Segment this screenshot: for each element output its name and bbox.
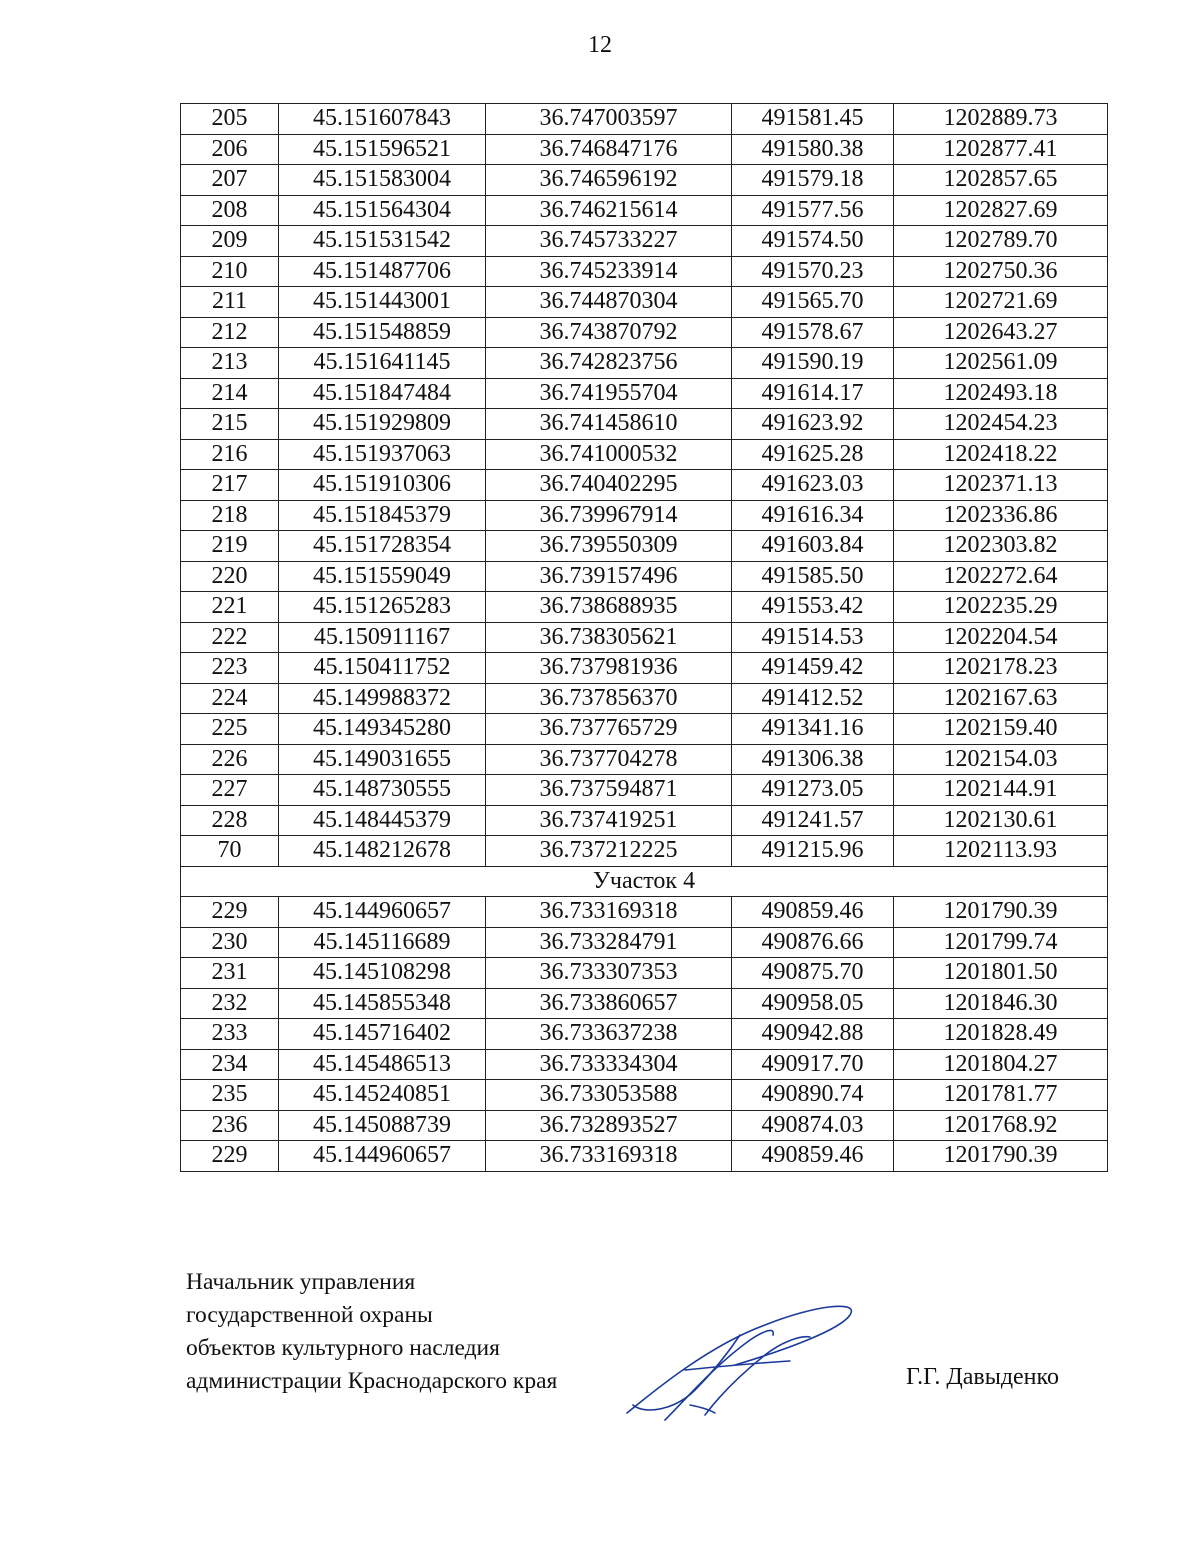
longitude-cell: 36.733307353 — [486, 958, 732, 989]
latitude-cell: 45.148730555 — [279, 775, 486, 806]
point-number-cell: 235 — [181, 1080, 279, 1111]
latitude-cell: 45.145486513 — [279, 1049, 486, 1080]
latitude-cell: 45.148212678 — [279, 836, 486, 867]
table-row — [181, 897, 1108, 928]
latitude-cell: 45.149031655 — [279, 744, 486, 775]
x-coordinate-cell: 491241.57 — [732, 805, 894, 836]
x-coordinate-cell: 491341.16 — [732, 714, 894, 745]
latitude-cell: 45.151929809 — [279, 409, 486, 440]
longitude-cell: 36.742823756 — [486, 348, 732, 379]
point-number-cell: 222 — [181, 622, 279, 653]
table-row — [181, 104, 1108, 135]
longitude-cell: 36.739157496 — [486, 561, 732, 592]
signature-strokes — [627, 1306, 851, 1420]
table-row — [181, 195, 1108, 226]
latitude-cell: 45.145716402 — [279, 1019, 486, 1050]
latitude-cell: 45.145240851 — [279, 1080, 486, 1111]
point-number-cell: 232 — [181, 988, 279, 1019]
x-coordinate-cell: 490942.88 — [732, 1019, 894, 1050]
x-coordinate-cell: 491579.18 — [732, 165, 894, 196]
longitude-cell: 36.737212225 — [486, 836, 732, 867]
x-coordinate-cell: 491215.96 — [732, 836, 894, 867]
point-number-cell: 218 — [181, 500, 279, 531]
table-row — [181, 927, 1108, 958]
point-number-cell: 207 — [181, 165, 279, 196]
latitude-cell: 45.151607843 — [279, 104, 486, 135]
longitude-cell: 36.733284791 — [486, 927, 732, 958]
point-number-cell: 226 — [181, 744, 279, 775]
x-coordinate-cell: 491623.03 — [732, 470, 894, 501]
signatory-title — [186, 1266, 557, 1398]
y-coordinate-cell: 1202750.36 — [894, 256, 1108, 287]
point-number-cell: 224 — [181, 683, 279, 714]
longitude-cell: 36.741458610 — [486, 409, 732, 440]
table-row — [181, 1080, 1108, 1111]
table-row — [181, 165, 1108, 196]
x-coordinate-cell: 491565.70 — [732, 287, 894, 318]
point-number-cell: 214 — [181, 378, 279, 409]
longitude-cell: 36.746847176 — [486, 134, 732, 165]
x-coordinate-cell: 490958.05 — [732, 988, 894, 1019]
x-coordinate-cell: 491577.56 — [732, 195, 894, 226]
table-row — [181, 805, 1108, 836]
point-number-cell: 230 — [181, 927, 279, 958]
table-row — [181, 1019, 1108, 1050]
x-coordinate-cell: 491514.53 — [732, 622, 894, 653]
point-number-cell: 210 — [181, 256, 279, 287]
latitude-cell: 45.148445379 — [279, 805, 486, 836]
latitude-cell: 45.151910306 — [279, 470, 486, 501]
table-row — [181, 958, 1108, 989]
y-coordinate-cell: 1201801.50 — [894, 958, 1108, 989]
longitude-cell: 36.733169318 — [486, 1141, 732, 1172]
point-number-cell: 223 — [181, 653, 279, 684]
x-coordinate-cell: 491412.52 — [732, 683, 894, 714]
table-row — [181, 348, 1108, 379]
longitude-cell: 36.737856370 — [486, 683, 732, 714]
point-number-cell: 227 — [181, 775, 279, 806]
x-coordinate-cell: 490859.46 — [732, 1141, 894, 1172]
y-coordinate-cell: 1202167.63 — [894, 683, 1108, 714]
latitude-cell: 45.151559049 — [279, 561, 486, 592]
table-row — [181, 317, 1108, 348]
x-coordinate-cell: 491623.92 — [732, 409, 894, 440]
point-number-cell: 234 — [181, 1049, 279, 1080]
point-number-cell: 228 — [181, 805, 279, 836]
table-row — [181, 409, 1108, 440]
longitude-cell: 36.744870304 — [486, 287, 732, 318]
x-coordinate-cell: 491578.67 — [732, 317, 894, 348]
longitude-cell: 36.739967914 — [486, 500, 732, 531]
longitude-cell: 36.741000532 — [486, 439, 732, 470]
x-coordinate-cell: 491580.38 — [732, 134, 894, 165]
table-row — [181, 988, 1108, 1019]
x-coordinate-cell: 491585.50 — [732, 561, 894, 592]
y-coordinate-cell: 1202561.09 — [894, 348, 1108, 379]
y-coordinate-cell: 1201768.92 — [894, 1110, 1108, 1141]
y-coordinate-cell: 1202371.13 — [894, 470, 1108, 501]
table-row — [181, 378, 1108, 409]
longitude-cell: 36.741955704 — [486, 378, 732, 409]
y-coordinate-cell: 1202336.86 — [894, 500, 1108, 531]
y-coordinate-cell: 1201846.30 — [894, 988, 1108, 1019]
table-row — [181, 714, 1108, 745]
x-coordinate-cell: 491614.17 — [732, 378, 894, 409]
longitude-cell: 36.738688935 — [486, 592, 732, 623]
latitude-cell: 45.151596521 — [279, 134, 486, 165]
latitude-cell: 45.144960657 — [279, 1141, 486, 1172]
longitude-cell: 36.733637238 — [486, 1019, 732, 1050]
page-number: 12 — [588, 32, 612, 58]
x-coordinate-cell: 491459.42 — [732, 653, 894, 684]
latitude-cell: 45.145855348 — [279, 988, 486, 1019]
point-number-cell: 236 — [181, 1110, 279, 1141]
latitude-cell: 45.151487706 — [279, 256, 486, 287]
table-row — [181, 226, 1108, 257]
x-coordinate-cell: 490859.46 — [732, 897, 894, 928]
longitude-cell: 36.733053588 — [486, 1080, 732, 1111]
latitude-cell: 45.145116689 — [279, 927, 486, 958]
y-coordinate-cell: 1202303.82 — [894, 531, 1108, 562]
y-coordinate-cell: 1202493.18 — [894, 378, 1108, 409]
y-coordinate-cell: 1202204.54 — [894, 622, 1108, 653]
table-row — [181, 744, 1108, 775]
y-coordinate-cell: 1202643.27 — [894, 317, 1108, 348]
y-coordinate-cell: 1202889.73 — [894, 104, 1108, 135]
section-label: Участок 4 — [181, 866, 1108, 897]
y-coordinate-cell: 1201790.39 — [894, 897, 1108, 928]
point-number-cell: 208 — [181, 195, 279, 226]
latitude-cell: 45.151845379 — [279, 500, 486, 531]
y-coordinate-cell: 1202159.40 — [894, 714, 1108, 745]
x-coordinate-cell: 491581.45 — [732, 104, 894, 135]
point-number-cell: 229 — [181, 1141, 279, 1172]
point-number-cell: 231 — [181, 958, 279, 989]
y-coordinate-cell: 1202857.65 — [894, 165, 1108, 196]
table-row — [181, 1141, 1108, 1172]
latitude-cell: 45.151531542 — [279, 226, 486, 257]
table-row — [181, 256, 1108, 287]
longitude-cell: 36.738305621 — [486, 622, 732, 653]
y-coordinate-cell: 1202454.23 — [894, 409, 1108, 440]
point-number-cell: 225 — [181, 714, 279, 745]
handwritten-signature — [615, 1295, 865, 1425]
longitude-cell: 36.740402295 — [486, 470, 732, 501]
longitude-cell: 36.737765729 — [486, 714, 732, 745]
latitude-cell: 45.151564304 — [279, 195, 486, 226]
table-row — [181, 775, 1108, 806]
latitude-cell: 45.151265283 — [279, 592, 486, 623]
table-row — [181, 1110, 1108, 1141]
longitude-cell: 36.737704278 — [486, 744, 732, 775]
y-coordinate-cell: 1202130.61 — [894, 805, 1108, 836]
table-row — [181, 439, 1108, 470]
latitude-cell: 45.151548859 — [279, 317, 486, 348]
table-row — [181, 653, 1108, 684]
latitude-cell: 45.150411752 — [279, 653, 486, 684]
y-coordinate-cell: 1202154.03 — [894, 744, 1108, 775]
point-number-cell: 220 — [181, 561, 279, 592]
latitude-cell: 45.151443001 — [279, 287, 486, 318]
longitude-cell: 36.733860657 — [486, 988, 732, 1019]
longitude-cell: 36.746215614 — [486, 195, 732, 226]
point-number-cell: 229 — [181, 897, 279, 928]
latitude-cell: 45.145108298 — [279, 958, 486, 989]
x-coordinate-cell: 490890.74 — [732, 1080, 894, 1111]
longitude-cell: 36.737419251 — [486, 805, 732, 836]
coordinates-table — [180, 103, 1108, 1172]
table-row — [181, 836, 1108, 867]
longitude-cell: 36.745733227 — [486, 226, 732, 257]
y-coordinate-cell: 1201790.39 — [894, 1141, 1108, 1172]
point-number-cell: 211 — [181, 287, 279, 318]
y-coordinate-cell: 1201781.77 — [894, 1080, 1108, 1111]
point-number-cell: 219 — [181, 531, 279, 562]
longitude-cell: 36.747003597 — [486, 104, 732, 135]
point-number-cell: 212 — [181, 317, 279, 348]
signer-name: Г.Г. Давыденко — [906, 1364, 1059, 1390]
longitude-cell: 36.743870792 — [486, 317, 732, 348]
longitude-cell: 36.737981936 — [486, 653, 732, 684]
table-row — [181, 500, 1108, 531]
latitude-cell: 45.149988372 — [279, 683, 486, 714]
title-line: Начальник управления — [186, 1269, 416, 1295]
latitude-cell: 45.151728354 — [279, 531, 486, 562]
title-line: объектов культурного наследия — [186, 1335, 500, 1361]
y-coordinate-cell: 1201828.49 — [894, 1019, 1108, 1050]
latitude-cell: 45.151847484 — [279, 378, 486, 409]
longitude-cell: 36.733334304 — [486, 1049, 732, 1080]
y-coordinate-cell: 1201804.27 — [894, 1049, 1108, 1080]
x-coordinate-cell: 491553.42 — [732, 592, 894, 623]
y-coordinate-cell: 1202272.64 — [894, 561, 1108, 592]
point-number-cell: 221 — [181, 592, 279, 623]
x-coordinate-cell: 491306.38 — [732, 744, 894, 775]
longitude-cell: 36.732893527 — [486, 1110, 732, 1141]
title-line: администрации Краснодарского края — [186, 1368, 558, 1394]
x-coordinate-cell: 491616.34 — [732, 500, 894, 531]
x-coordinate-cell: 491574.50 — [732, 226, 894, 257]
x-coordinate-cell: 491625.28 — [732, 439, 894, 470]
longitude-cell: 36.739550309 — [486, 531, 732, 562]
point-number-cell: 217 — [181, 470, 279, 501]
latitude-cell: 45.144960657 — [279, 897, 486, 928]
x-coordinate-cell: 491590.19 — [732, 348, 894, 379]
y-coordinate-cell: 1202789.70 — [894, 226, 1108, 257]
x-coordinate-cell: 490876.66 — [732, 927, 894, 958]
latitude-cell: 45.145088739 — [279, 1110, 486, 1141]
point-number-cell: 206 — [181, 134, 279, 165]
y-coordinate-cell: 1202178.23 — [894, 653, 1108, 684]
latitude-cell: 45.151583004 — [279, 165, 486, 196]
title-line: государственной охраны — [186, 1302, 433, 1328]
x-coordinate-cell: 490917.70 — [732, 1049, 894, 1080]
table-row — [181, 683, 1108, 714]
latitude-cell: 45.150911167 — [279, 622, 486, 653]
longitude-cell: 36.733169318 — [486, 897, 732, 928]
table-row — [181, 592, 1108, 623]
table-row — [181, 531, 1108, 562]
point-number-cell: 213 — [181, 348, 279, 379]
y-coordinate-cell: 1202113.93 — [894, 836, 1108, 867]
x-coordinate-cell: 490875.70 — [732, 958, 894, 989]
longitude-cell: 36.745233914 — [486, 256, 732, 287]
x-coordinate-cell: 490874.03 — [732, 1110, 894, 1141]
point-number-cell: 205 — [181, 104, 279, 135]
longitude-cell: 36.746596192 — [486, 165, 732, 196]
y-coordinate-cell: 1202418.22 — [894, 439, 1108, 470]
point-number-cell: 216 — [181, 439, 279, 470]
y-coordinate-cell: 1202235.29 — [894, 592, 1108, 623]
table-row — [181, 470, 1108, 501]
table-row — [181, 287, 1108, 318]
latitude-cell: 45.151937063 — [279, 439, 486, 470]
x-coordinate-cell: 491603.84 — [732, 531, 894, 562]
latitude-cell: 45.151641145 — [279, 348, 486, 379]
point-number-cell: 209 — [181, 226, 279, 257]
y-coordinate-cell: 1202827.69 — [894, 195, 1108, 226]
section-header-row — [181, 866, 1108, 897]
table-row — [181, 622, 1108, 653]
table-row — [181, 1049, 1108, 1080]
point-number-cell: 70 — [181, 836, 279, 867]
y-coordinate-cell: 1201799.74 — [894, 927, 1108, 958]
y-coordinate-cell: 1202144.91 — [894, 775, 1108, 806]
longitude-cell: 36.737594871 — [486, 775, 732, 806]
point-number-cell: 233 — [181, 1019, 279, 1050]
y-coordinate-cell: 1202721.69 — [894, 287, 1108, 318]
table-row — [181, 561, 1108, 592]
x-coordinate-cell: 491570.23 — [732, 256, 894, 287]
table-row — [181, 134, 1108, 165]
y-coordinate-cell: 1202877.41 — [894, 134, 1108, 165]
x-coordinate-cell: 491273.05 — [732, 775, 894, 806]
point-number-cell: 215 — [181, 409, 279, 440]
latitude-cell: 45.149345280 — [279, 714, 486, 745]
